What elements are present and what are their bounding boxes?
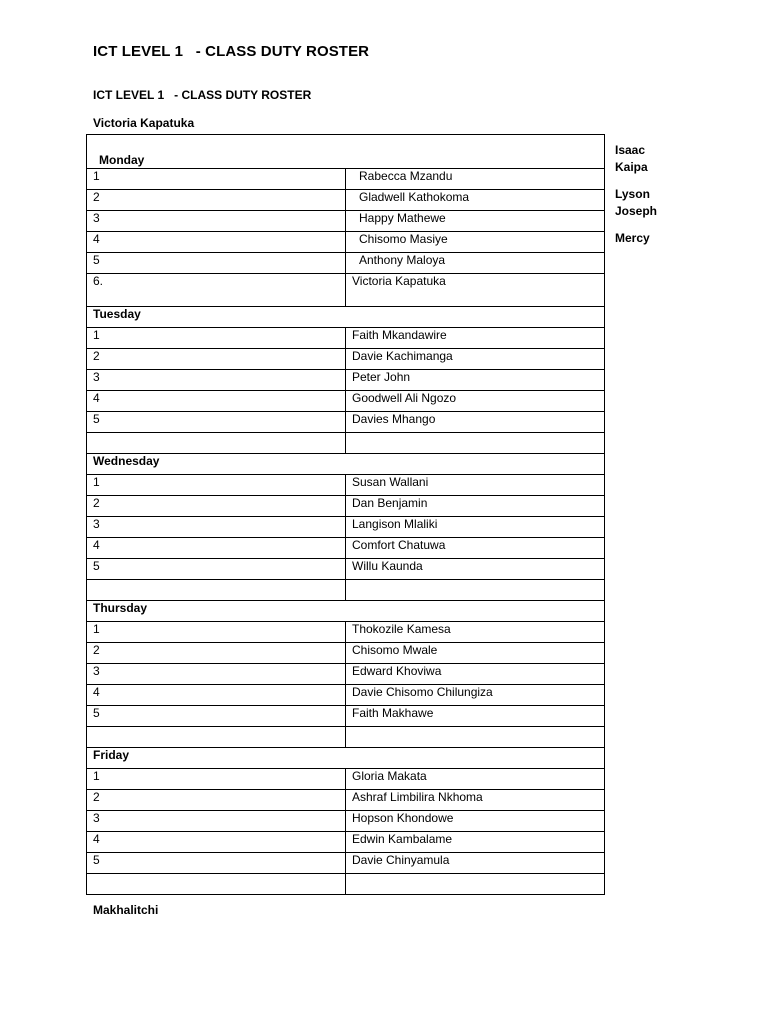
table-row bbox=[87, 811, 605, 832]
row-number: 5 bbox=[87, 253, 346, 274]
table-row bbox=[87, 769, 605, 790]
document-title: ICT LEVEL 1 - CLASS DUTY ROSTER bbox=[93, 43, 370, 60]
side-note-line: Kaipa bbox=[615, 160, 648, 174]
table-row bbox=[87, 664, 605, 685]
row-number: 2 bbox=[87, 643, 346, 664]
row-number: 2 bbox=[87, 496, 346, 517]
student-name: Gloria Makata bbox=[346, 769, 605, 790]
row-number: 1 bbox=[87, 475, 346, 496]
row-number: 3 bbox=[87, 811, 346, 832]
empty-cell bbox=[87, 874, 346, 895]
student-name: Peter John bbox=[346, 370, 605, 391]
student-name: Chisomo Masiye bbox=[346, 232, 605, 253]
table-row bbox=[87, 232, 605, 253]
table-row bbox=[87, 643, 605, 664]
row-number: 5 bbox=[87, 559, 346, 580]
table-row bbox=[87, 253, 605, 274]
row-number: 6. bbox=[87, 274, 346, 307]
student-name: Edwin Kambalame bbox=[346, 832, 605, 853]
student-name: Davies Mhango bbox=[346, 412, 605, 433]
empty-cell bbox=[346, 874, 605, 895]
student-name: Goodwell Ali Ngozo bbox=[346, 391, 605, 412]
duty-roster-table bbox=[86, 134, 605, 895]
day-header-thursday: Thursday bbox=[87, 601, 605, 622]
student-name: Rabecca Mzandu bbox=[346, 169, 605, 190]
table-row bbox=[87, 538, 605, 559]
table-row bbox=[87, 790, 605, 811]
document-subtitle: ICT LEVEL 1 - CLASS DUTY ROSTER bbox=[93, 88, 312, 102]
side-note bbox=[615, 186, 685, 220]
side-note-line: Lyson bbox=[615, 187, 650, 201]
student-name: Gladwell Kathokoma bbox=[346, 190, 605, 211]
empty-cell bbox=[87, 727, 346, 748]
day-header-friday: Friday bbox=[87, 748, 605, 769]
day-header-row bbox=[87, 135, 605, 169]
side-note-line: Mercy bbox=[615, 231, 650, 245]
student-name: Edward Khoviwa bbox=[346, 664, 605, 685]
student-name: Victoria Kapatuka bbox=[346, 274, 605, 307]
student-name: Susan Wallani bbox=[346, 475, 605, 496]
row-number: 5 bbox=[87, 853, 346, 874]
student-name: Happy Mathewe bbox=[346, 211, 605, 232]
side-note-line: Isaac bbox=[615, 143, 646, 157]
empty-row bbox=[87, 580, 605, 601]
student-name: Anthony Maloya bbox=[346, 253, 605, 274]
table-row bbox=[87, 349, 605, 370]
student-name: Faith Makhawe bbox=[346, 706, 605, 727]
empty-row bbox=[87, 433, 605, 454]
row-number: 4 bbox=[87, 538, 346, 559]
row-number: 3 bbox=[87, 517, 346, 538]
student-name: Davie Kachimanga bbox=[346, 349, 605, 370]
student-name: Comfort Chatuwa bbox=[346, 538, 605, 559]
table-row bbox=[87, 190, 605, 211]
student-name: Faith Mkandawire bbox=[346, 328, 605, 349]
row-number: 4 bbox=[87, 832, 346, 853]
student-name: Hopson Khondowe bbox=[346, 811, 605, 832]
table-row bbox=[87, 391, 605, 412]
row-number: 1 bbox=[87, 169, 346, 190]
student-name: Langison Mlaliki bbox=[346, 517, 605, 538]
table-row bbox=[87, 370, 605, 391]
row-number: 1 bbox=[87, 328, 346, 349]
empty-cell bbox=[87, 580, 346, 601]
day-header-row bbox=[87, 454, 605, 475]
row-number: 1 bbox=[87, 769, 346, 790]
student-name: Thokozile Kamesa bbox=[346, 622, 605, 643]
student-name: Willu Kaunda bbox=[346, 559, 605, 580]
day-header-wednesday: Wednesday bbox=[87, 454, 605, 475]
side-notes bbox=[615, 142, 685, 257]
empty-cell bbox=[87, 433, 346, 454]
row-number: 2 bbox=[87, 790, 346, 811]
side-note bbox=[615, 230, 685, 247]
table-row bbox=[87, 328, 605, 349]
day-header-row bbox=[87, 601, 605, 622]
row-number: 2 bbox=[87, 190, 346, 211]
table-row bbox=[87, 832, 605, 853]
table-row bbox=[87, 412, 605, 433]
student-name: Chisomo Mwale bbox=[346, 643, 605, 664]
table-row bbox=[87, 559, 605, 580]
side-note bbox=[615, 142, 685, 176]
row-number: 3 bbox=[87, 664, 346, 685]
table-row bbox=[87, 853, 605, 874]
table-row bbox=[87, 169, 605, 190]
footer-name: Makhalitchi bbox=[93, 903, 159, 917]
empty-row bbox=[87, 727, 605, 748]
side-note-line: Joseph bbox=[615, 204, 658, 218]
table-row bbox=[87, 211, 605, 232]
empty-cell bbox=[346, 433, 605, 454]
student-name: Davie Chinyamula bbox=[346, 853, 605, 874]
row-number: 5 bbox=[87, 706, 346, 727]
row-number: 2 bbox=[87, 349, 346, 370]
day-header-row bbox=[87, 748, 605, 769]
student-name: Ashraf Limbilira Nkhoma bbox=[346, 790, 605, 811]
row-number: 4 bbox=[87, 232, 346, 253]
table-row bbox=[87, 496, 605, 517]
table-row bbox=[87, 517, 605, 538]
top-name: Victoria Kapatuka bbox=[93, 116, 195, 130]
day-header-row bbox=[87, 307, 605, 328]
student-name: Davie Chisomo Chilungiza bbox=[346, 685, 605, 706]
empty-cell bbox=[346, 727, 605, 748]
empty-row bbox=[87, 874, 605, 895]
day-header-tuesday: Tuesday bbox=[87, 307, 605, 328]
row-number: 3 bbox=[87, 370, 346, 391]
table-row bbox=[87, 685, 605, 706]
row-number: 4 bbox=[87, 685, 346, 706]
empty-cell bbox=[346, 580, 605, 601]
table-row bbox=[87, 622, 605, 643]
student-name: Dan Benjamin bbox=[346, 496, 605, 517]
row-number: 3 bbox=[87, 211, 346, 232]
table-row bbox=[87, 274, 605, 307]
row-number: 1 bbox=[87, 622, 346, 643]
table-row bbox=[87, 706, 605, 727]
row-number: 4 bbox=[87, 391, 346, 412]
row-number: 5 bbox=[87, 412, 346, 433]
table-row bbox=[87, 475, 605, 496]
day-header-monday: Monday bbox=[87, 135, 605, 169]
